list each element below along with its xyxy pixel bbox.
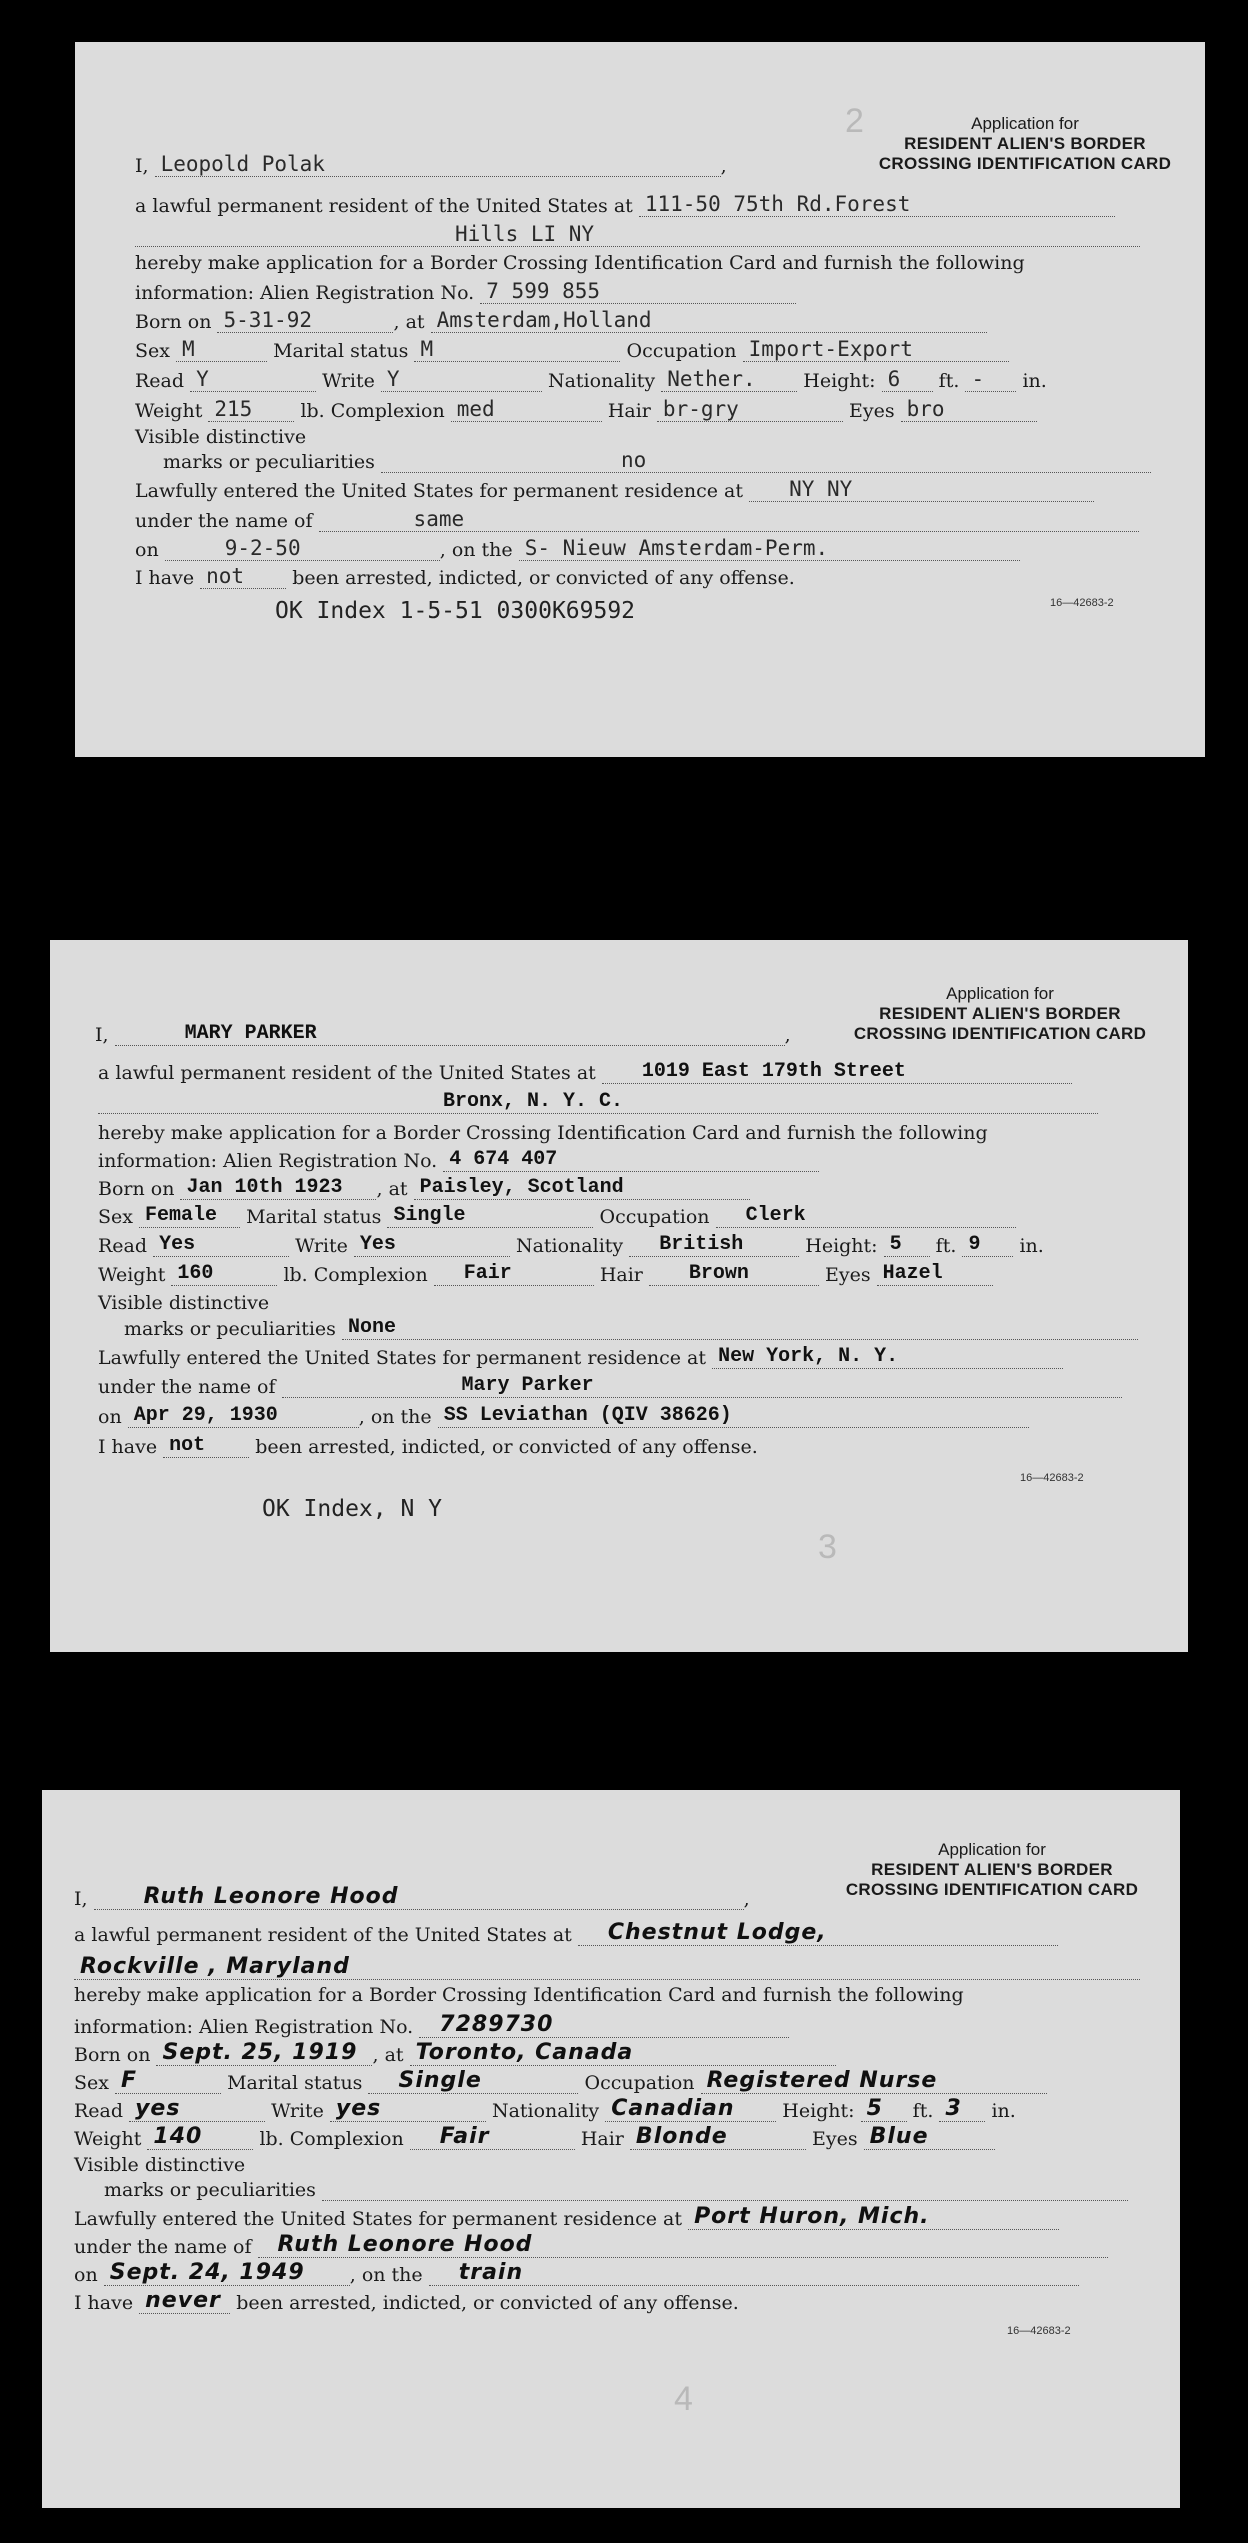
hereby-row: hereby make application for a Border Crossing Identification Card and furnish the following (135, 252, 1025, 274)
eyes-value: Blue (864, 2124, 995, 2150)
card-title (830, 984, 1170, 1044)
name-row: I, Ruth Leonore Hood , (74, 1884, 750, 1910)
sex-value: M (176, 337, 267, 362)
occupation-value: Registered Nurse (701, 2068, 1047, 2094)
weight-value: 215 (208, 397, 294, 422)
marks-value: None (342, 1316, 1138, 1340)
weight-value: 140 (147, 2124, 253, 2150)
title-line-3: CROSSING IDENTIFICATION CARD (878, 154, 1172, 173)
address-line1-value: 111-50 75th Rd.Forest (639, 192, 1115, 217)
address-line1-value: 1019 East 179th Street (602, 1060, 1072, 1084)
arrested-row: I have not been arrested, indicted, or convicted of any offense. (98, 1434, 758, 1458)
alien-reg-row: information: Alien Registration No. 7 599 855 (135, 279, 796, 304)
marks-row: marks or peculiarities no (163, 448, 1151, 473)
form-number: 16—42683-2 (1050, 597, 1114, 609)
born-on-value: Jan 10th 1923 (180, 1176, 376, 1200)
page-mark: 4 (674, 2380, 693, 2418)
height-ft-value: 5 (861, 2096, 907, 2122)
under-name-row: under the name of Mary Parker (98, 1374, 1122, 1398)
complexion-value: Fair (434, 1262, 594, 1286)
page-mark: 2 (845, 102, 864, 140)
index-note: OK Index, N Y (262, 1496, 443, 1522)
name-value: Ruth Leonore Hood (94, 1884, 744, 1910)
read-value: Y (190, 367, 316, 392)
alien-reg-value: 7 599 855 (480, 279, 796, 304)
nationality-value: Nether. (661, 367, 797, 392)
marital-value: M (414, 337, 620, 362)
occupation-value: Import-Export (743, 337, 1009, 362)
born-row: Born on 5-31-92 , at Amsterdam,Holland (135, 308, 987, 333)
form-number: 16—42683-2 (1007, 2325, 1071, 2337)
address-line2-row (135, 222, 1140, 247)
have-status-value: never (139, 2288, 230, 2314)
sex-row: Sex F Marital status Single Occupation Registered Nurse (74, 2068, 1047, 2094)
entry-date-row: on Sept. 24, 1949 , on the train (74, 2260, 1079, 2286)
application-card-1 (75, 42, 1205, 757)
title-line-2: RESIDENT ALIEN'S BORDER (879, 1004, 1121, 1023)
weight-value: 160 (171, 1262, 277, 1286)
complexion-value: med (451, 397, 602, 422)
entered-row: Lawfully entered the United States for permanent residence at NY NY (135, 477, 1094, 502)
read-value: Yes (153, 1233, 289, 1257)
complexion-value: Fair (410, 2124, 575, 2150)
entry-date-row: on 9-2-50 , on the S- Nieuw Amsterdam-Perm. (135, 536, 1020, 561)
marks-value (322, 2178, 1128, 2201)
height-in-value: 9 (962, 1233, 1013, 1257)
address-line2-row (74, 1954, 1140, 1980)
marks-value: no (381, 448, 1151, 473)
application-card-3 (42, 1790, 1180, 2508)
vessel-value: S- Nieuw Amsterdam-Perm. (519, 536, 1020, 561)
alien-reg-row: information: Alien Registration No. 4 674 407 (98, 1148, 819, 1172)
title-line-1: Application for (938, 1840, 1046, 1859)
entered-at-value: New York, N. Y. (712, 1345, 1063, 1369)
eyes-value: Hazel (877, 1262, 993, 1286)
hair-value: Brown (649, 1262, 819, 1286)
hereby-row: hereby make application for a Border Crossing Identification Card and furnish the following (98, 1122, 988, 1144)
entered-row: Lawfully entered the United States for permanent residence at New York, N. Y. (98, 1345, 1063, 1369)
title-line-2: RESIDENT ALIEN'S BORDER (871, 1860, 1113, 1879)
marks-row: marks or peculiarities (104, 2178, 1128, 2201)
sex-row: Sex Female Marital status Single Occupation Clerk (98, 1204, 1016, 1228)
sex-row: Sex M Marital status M Occupation Import-Export (135, 337, 1009, 362)
form-number: 16—42683-2 (1020, 1472, 1084, 1484)
hair-value: Blonde (630, 2124, 806, 2150)
entry-date-value: Apr 29, 1930 (128, 1404, 359, 1428)
address-row: a lawful permanent resident of the United States at 1019 East 179th Street (98, 1060, 1072, 1084)
alien-reg-value: 4 674 407 (443, 1148, 819, 1172)
name-value: MARY PARKER (115, 1022, 785, 1046)
visible-row: Visible distinctive (135, 426, 307, 448)
entered-at-value: NY NY (749, 477, 1094, 502)
page-mark: 3 (818, 1528, 837, 1566)
read-row: Read yes Write yes Nationality Canadian Height: 5 ft. 3 in. (74, 2096, 1016, 2122)
read-row: Read Y Write Y Nationality Nether. Height: 6 ft. - in. (135, 367, 1047, 392)
weight-row: Weight 215 lb. Complexion med Hair br-gry Eyes bro (135, 397, 1037, 422)
write-value: Y (381, 367, 542, 392)
title-line-3: CROSSING IDENTIFICATION CARD (845, 1880, 1139, 1899)
vessel-value: train (429, 2260, 1079, 2286)
eyes-value: bro (901, 397, 1037, 422)
card-title (822, 1840, 1162, 1900)
have-status-value: not (200, 564, 286, 589)
birthplace-value: Toronto, Canada (410, 2040, 836, 2066)
birthplace-value: Paisley, Scotland (414, 1176, 750, 1200)
title-line-1: Application for (946, 984, 1054, 1003)
marks-row: marks or peculiarities None (124, 1316, 1138, 1340)
under-name-row: under the name of same (135, 507, 1139, 532)
born-on-value: 5-31-92 (217, 308, 393, 333)
visible-row: Visible distinctive (98, 1292, 270, 1314)
height-ft-value: 6 (882, 367, 933, 392)
read-value: yes (129, 2096, 265, 2122)
under-name-row: under the name of Ruth Leonore Hood (74, 2232, 1108, 2258)
weight-row: Weight 160 lb. Complexion Fair Hair Brown Eyes Hazel (98, 1262, 993, 1286)
name-row: I, Leopold Polak , (135, 152, 727, 177)
height-ft-value: 5 (884, 1233, 930, 1257)
height-in-value: 3 (939, 2096, 985, 2122)
address-row: a lawful permanent resident of the United States at Chestnut Lodge, (74, 1920, 1058, 1946)
application-card-2 (50, 940, 1188, 1652)
entered-at-value: Port Huron, Mich. (688, 2204, 1059, 2230)
title-line-2: RESIDENT ALIEN'S BORDER (904, 134, 1146, 153)
born-on-value: Sept. 25, 1919 (156, 2040, 372, 2066)
address-line2-value: Bronx, N. Y. C. (98, 1090, 1098, 1114)
address-row: a lawful permanent resident of the United States at 111-50 75th Rd.Forest (135, 192, 1115, 217)
address-line2-row (98, 1090, 1098, 1114)
under-name-value: Mary Parker (282, 1374, 1122, 1398)
sex-value: Female (139, 1204, 240, 1228)
alien-reg-value: 7289730 (419, 2012, 789, 2038)
name-row: I, MARY PARKER , (95, 1022, 791, 1046)
occupation-value: Clerk (716, 1204, 1016, 1228)
entry-date-row: on Apr 29, 1930 , on the SS Leviathan (QIV 38626) (98, 1404, 1029, 1428)
have-status-value: not (163, 1434, 249, 1458)
marital-value: Single (387, 1204, 593, 1228)
address-line2-value: Hills LI NY (135, 222, 1140, 247)
title-line-1: Application for (971, 114, 1079, 133)
visible-row: Visible distinctive (74, 2154, 246, 2176)
height-in-value: - (965, 367, 1016, 392)
card-title (855, 114, 1195, 174)
address-line2-value: Rockville , Maryland (74, 1954, 1140, 1980)
name-value: Leopold Polak (155, 152, 721, 177)
arrested-row: I have never been arrested, indicted, or convicted of any offense. (74, 2288, 739, 2314)
entry-date-value: Sept. 24, 1949 (104, 2260, 350, 2286)
title-line-3: CROSSING IDENTIFICATION CARD (853, 1024, 1147, 1043)
entry-date-value: 9-2-50 (165, 536, 440, 561)
weight-row: Weight 140 lb. Complexion Fair Hair Blonde Eyes Blue (74, 2124, 995, 2150)
born-row: Born on Jan 10th 1923 , at Paisley, Scotland (98, 1176, 750, 1200)
address-line1-value: Chestnut Lodge, (578, 1920, 1058, 1946)
nationality-value: British (629, 1233, 799, 1257)
index-note: OK Index 1-5-51 0300K69592 (275, 598, 636, 624)
write-value: yes (330, 2096, 486, 2122)
nationality-value: Canadian (605, 2096, 776, 2122)
entered-row: Lawfully entered the United States for permanent residence at Port Huron, Mich. (74, 2204, 1059, 2230)
alien-reg-row: information: Alien Registration No. 7289730 (74, 2012, 789, 2038)
write-value: Yes (354, 1233, 510, 1257)
sex-value: F (115, 2068, 221, 2094)
arrested-row: I have not been arrested, indicted, or convicted of any offense. (135, 564, 795, 589)
marital-value: Single (368, 2068, 578, 2094)
born-row: Born on Sept. 25, 1919 , at Toronto, Canada (74, 2040, 836, 2066)
birthplace-value: Amsterdam,Holland (431, 308, 987, 333)
under-name-value: Ruth Leonore Hood (258, 2232, 1108, 2258)
hereby-row: hereby make application for a Border Crossing Identification Card and furnish the following (74, 1984, 964, 2006)
vessel-value: SS Leviathan (QIV 38626) (438, 1404, 1029, 1428)
read-row: Read Yes Write Yes Nationality British Height: 5 ft. 9 in. (98, 1233, 1044, 1257)
under-name-value: same (319, 507, 1139, 532)
hair-value: br-gry (657, 397, 843, 422)
